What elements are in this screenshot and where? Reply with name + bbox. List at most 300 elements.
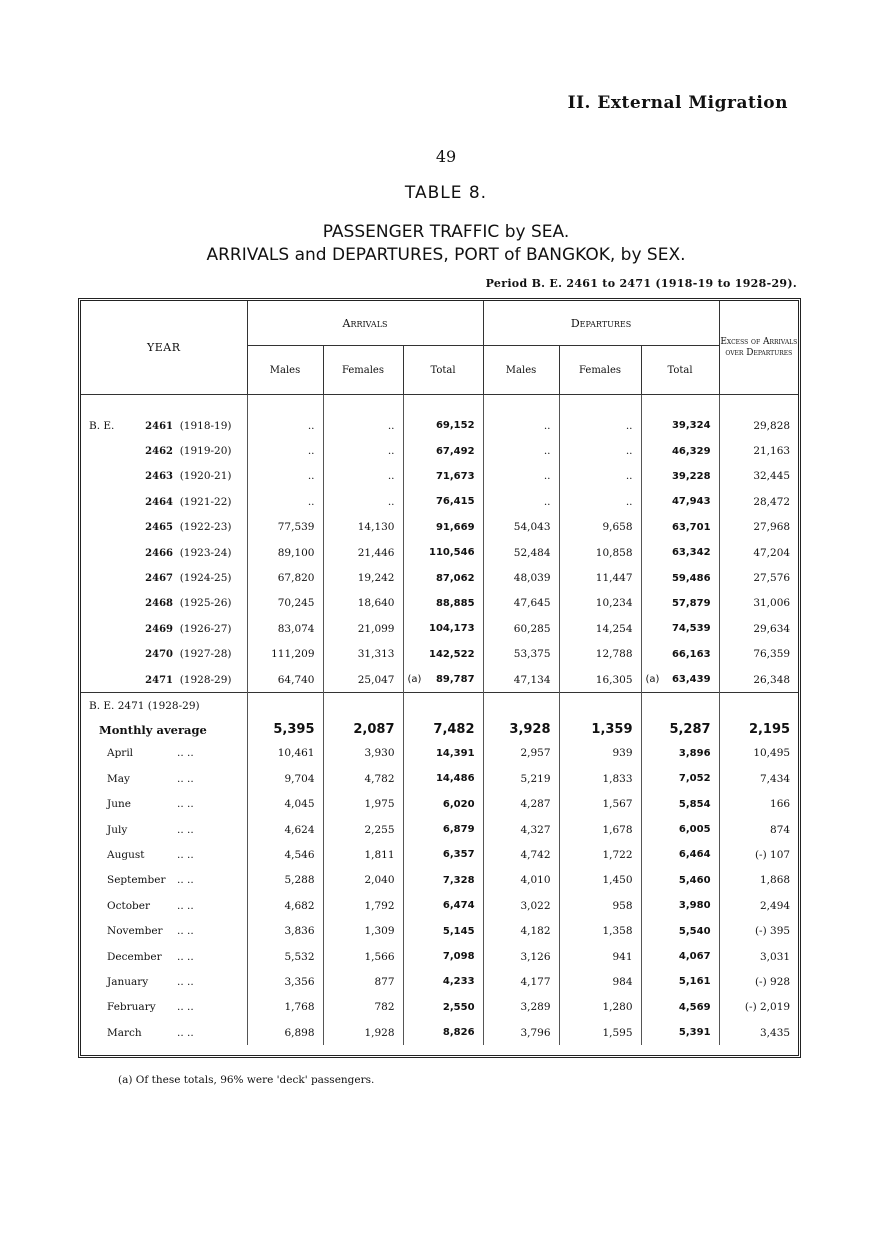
- departures-total: 5,854: [641, 791, 719, 816]
- table-row: [81, 842, 798, 867]
- departures-males: ..: [483, 438, 559, 463]
- departures-females: 1,280: [559, 995, 641, 1020]
- departures-males: 60,285: [483, 616, 559, 641]
- table-row: [81, 791, 798, 816]
- excess: 31,006: [719, 591, 798, 616]
- excess: 2,494: [719, 893, 798, 918]
- buddhist-era-year: 2464: [145, 496, 173, 508]
- arrivals-total-value: 76,415: [435, 496, 475, 508]
- arrivals-header: Arrivals: [247, 301, 483, 346]
- arrivals-females: 1,309: [323, 918, 403, 943]
- departures-total: [641, 565, 719, 590]
- arrivals-total: 14,486: [403, 766, 483, 791]
- departures-total: [641, 438, 719, 463]
- departures-females-header: Females: [559, 346, 641, 395]
- section-heading: II. External Migration: [567, 93, 788, 113]
- departures-total: [641, 540, 719, 565]
- arrivals-total: [403, 489, 483, 514]
- monthly-average-label: Monthly average: [99, 722, 207, 737]
- arrivals-males-header: Males: [247, 346, 323, 395]
- avg-departures-total: 5,287: [641, 719, 719, 741]
- departures-total: 5,161: [641, 969, 719, 994]
- leader-dots: .. ..: [177, 874, 194, 887]
- month-name: October: [107, 899, 150, 912]
- departures-females: 14,254: [559, 616, 641, 641]
- departures-total: 6,005: [641, 817, 719, 842]
- arrivals-total-value: 91,669: [435, 521, 475, 533]
- table-row: [81, 817, 798, 842]
- arrivals-total: [403, 667, 483, 693]
- month-cell: [81, 969, 247, 994]
- departures-total: 3,980: [641, 893, 719, 918]
- arrivals-males: 6,898: [247, 1020, 323, 1045]
- departures-total-value: 66,163: [671, 648, 711, 660]
- arrivals-females: 1,792: [323, 893, 403, 918]
- month-name: August: [107, 848, 145, 861]
- annual-rows: [81, 395, 798, 693]
- departures-total: [641, 642, 719, 667]
- departures-females: 1,450: [559, 868, 641, 893]
- excess: (-) 2,019: [719, 995, 798, 1020]
- arrivals-total-value: 88,885: [435, 597, 475, 609]
- christian-era-year: (1920-21): [179, 470, 232, 483]
- buddhist-era-year: 2466: [145, 547, 173, 559]
- month-cell: [81, 918, 247, 943]
- excess: (-) 395: [719, 918, 798, 943]
- table-row: [81, 944, 798, 969]
- arrivals-total: 7,328: [403, 868, 483, 893]
- departures-total-value: 39,324: [671, 420, 711, 432]
- departures-females: 16,305: [559, 667, 641, 693]
- departures-males: 47,134: [483, 667, 559, 693]
- departures-females: 10,858: [559, 540, 641, 565]
- arrivals-females: ..: [323, 489, 403, 514]
- departures-females: ..: [559, 464, 641, 489]
- excess: 47,204: [719, 540, 798, 565]
- excess: 29,634: [719, 616, 798, 641]
- month-name: April: [107, 747, 134, 760]
- departures-total-value: 63,701: [671, 521, 711, 533]
- arrivals-females: ..: [323, 413, 403, 438]
- month-cell: [81, 791, 247, 816]
- arrivals-females: 18,640: [323, 591, 403, 616]
- table-row: [81, 918, 798, 943]
- footnote: (a) Of these totals, 96% were 'deck' passengers.: [118, 1074, 375, 1086]
- arrivals-males: 4,546: [247, 842, 323, 867]
- departures-total: 5,540: [641, 918, 719, 943]
- arrivals-total: [403, 591, 483, 616]
- arrivals-males: 89,100: [247, 540, 323, 565]
- buddhist-era-year: 2468: [145, 598, 173, 610]
- departures-females: 1,833: [559, 766, 641, 791]
- arrivals-females-header: Females: [323, 346, 403, 395]
- table-row: [81, 489, 798, 514]
- arrivals-total: 5,145: [403, 918, 483, 943]
- table-title-line-2: ARRIVALS and DEPARTURES, PORT of BANGKOK, by SEX.: [206, 245, 686, 265]
- leader-dots: .. ..: [177, 950, 194, 963]
- departures-males: 4,182: [483, 918, 559, 943]
- arrivals-males: ..: [247, 489, 323, 514]
- arrivals-males: 64,740: [247, 667, 323, 693]
- departures-males: 3,126: [483, 944, 559, 969]
- month-name: November: [107, 925, 163, 938]
- excess: 166: [719, 791, 798, 816]
- departures-males: 3,796: [483, 1020, 559, 1045]
- departures-males: 4,010: [483, 868, 559, 893]
- arrivals-females: ..: [323, 438, 403, 463]
- table-row: [81, 565, 798, 590]
- arrivals-total: 6,879: [403, 817, 483, 842]
- buddhist-era-year: 2471: [145, 674, 173, 686]
- departures-total: 3,896: [641, 741, 719, 766]
- departures-total: [641, 591, 719, 616]
- table-row: [81, 413, 798, 438]
- arrivals-males: 70,245: [247, 591, 323, 616]
- data-table: [81, 301, 798, 1045]
- arrivals-females: 3,930: [323, 741, 403, 766]
- arrivals-females: 877: [323, 969, 403, 994]
- departures-males: 3,022: [483, 893, 559, 918]
- excess: 874: [719, 817, 798, 842]
- christian-era-year: (1919-20): [179, 445, 232, 458]
- leader-dots: .. ..: [177, 823, 194, 836]
- arrivals-total-value: 69,152: [435, 420, 475, 432]
- arrivals-males: 83,074: [247, 616, 323, 641]
- footnote-marker: (a): [407, 674, 422, 686]
- year-cell: [81, 464, 247, 489]
- arrivals-total-value: 110,546: [428, 547, 475, 559]
- christian-era-year: (1922-23): [179, 521, 232, 534]
- departures-females: 1,595: [559, 1020, 641, 1045]
- departures-males: 2,957: [483, 741, 559, 766]
- buddhist-era-year: 2465: [145, 522, 173, 534]
- month-cell: [81, 741, 247, 766]
- table-row: [81, 667, 798, 693]
- excess: 3,031: [719, 944, 798, 969]
- excess: 21,163: [719, 438, 798, 463]
- avg-arrivals-males: 5,395: [247, 719, 323, 741]
- arrivals-males: ..: [247, 413, 323, 438]
- excess: 27,576: [719, 565, 798, 590]
- avg-arrivals-females: 2,087: [323, 719, 403, 741]
- year-cell: [81, 413, 247, 438]
- departures-females: 10,234: [559, 591, 641, 616]
- departures-total: [641, 413, 719, 438]
- arrivals-total: [403, 540, 483, 565]
- departures-total: [641, 464, 719, 489]
- excess: (-) 928: [719, 969, 798, 994]
- leader-dots: .. ..: [177, 925, 194, 938]
- arrivals-females: 1,975: [323, 791, 403, 816]
- departures-total-value: 39,228: [671, 470, 711, 482]
- buddhist-era-year: 2470: [145, 649, 173, 661]
- arrivals-females: ..: [323, 464, 403, 489]
- monthly-average-row: [81, 719, 798, 741]
- year-cell: [81, 489, 247, 514]
- month-name: September: [107, 874, 166, 887]
- departures-females: 958: [559, 893, 641, 918]
- excess: 76,359: [719, 642, 798, 667]
- arrivals-total: [403, 565, 483, 590]
- arrivals-total: [403, 464, 483, 489]
- year-cell: [81, 438, 247, 463]
- departures-total-value: 46,329: [671, 445, 711, 457]
- departures-total: [641, 616, 719, 641]
- table-row: [81, 616, 798, 641]
- avg-departures-males: 3,928: [483, 719, 559, 741]
- leader-dots: .. ..: [177, 975, 194, 988]
- departures-females: 984: [559, 969, 641, 994]
- month-name: January: [107, 975, 149, 988]
- departures-females: 1,722: [559, 842, 641, 867]
- excess: 29,828: [719, 413, 798, 438]
- year-cell: [81, 591, 247, 616]
- departures-males: 4,327: [483, 817, 559, 842]
- arrivals-total-header: Total: [403, 346, 483, 395]
- arrivals-total: [403, 413, 483, 438]
- arrivals-total: 6,474: [403, 893, 483, 918]
- arrivals-total-value: 104,173: [428, 623, 475, 635]
- arrivals-total: 8,826: [403, 1020, 483, 1045]
- year-cell: [81, 642, 247, 667]
- arrivals-total-value: 87,062: [435, 572, 475, 584]
- arrivals-total-value: 142,522: [428, 648, 475, 660]
- arrivals-males: 4,682: [247, 893, 323, 918]
- departures-females: 941: [559, 944, 641, 969]
- excess-header: Excess of Arrivals over Departures: [719, 301, 798, 395]
- arrivals-total: [403, 642, 483, 667]
- departures-total: 5,391: [641, 1020, 719, 1045]
- arrivals-total: [403, 515, 483, 540]
- arrivals-males: 77,539: [247, 515, 323, 540]
- departures-total-value: 59,486: [671, 572, 711, 584]
- monthly-section-header: B. E. 2471 (1928-29): [81, 693, 247, 719]
- month-name: February: [107, 1001, 156, 1014]
- arrivals-total: 7,098: [403, 944, 483, 969]
- departures-females: 12,788: [559, 642, 641, 667]
- leader-dots: .. ..: [177, 899, 194, 912]
- arrivals-males: 67,820: [247, 565, 323, 590]
- departures-total: 6,464: [641, 842, 719, 867]
- table-row: [81, 893, 798, 918]
- year-cell: [81, 667, 247, 693]
- table-number: TABLE 8.: [404, 183, 488, 203]
- christian-era-year: (1921-22): [179, 495, 232, 508]
- arrivals-females: 19,242: [323, 565, 403, 590]
- page-number: 49: [435, 147, 457, 166]
- leader-dots: .. ..: [177, 1026, 194, 1039]
- departures-total: 5,460: [641, 868, 719, 893]
- departures-males: 4,177: [483, 969, 559, 994]
- excess: 28,472: [719, 489, 798, 514]
- departures-males: 47,645: [483, 591, 559, 616]
- month-cell: [81, 868, 247, 893]
- departures-males: 48,039: [483, 565, 559, 590]
- departures-males: 5,219: [483, 766, 559, 791]
- departures-females: 1,567: [559, 791, 641, 816]
- excess: (-) 107: [719, 842, 798, 867]
- arrivals-females: 21,099: [323, 616, 403, 641]
- table-row: [81, 540, 798, 565]
- arrivals-females: 1,928: [323, 1020, 403, 1045]
- year-cell: [81, 540, 247, 565]
- table-row: [81, 995, 798, 1020]
- arrivals-females: 2,040: [323, 868, 403, 893]
- table-row: [81, 766, 798, 791]
- departures-total-header: Total: [641, 346, 719, 395]
- departures-females: ..: [559, 413, 641, 438]
- arrivals-total-value: 67,492: [435, 445, 475, 457]
- departures-males: ..: [483, 489, 559, 514]
- arrivals-total-value: 89,787: [435, 674, 475, 686]
- arrivals-males: 3,356: [247, 969, 323, 994]
- buddhist-era-year: 2469: [145, 623, 173, 635]
- arrivals-males: ..: [247, 438, 323, 463]
- avg-arrivals-total: 7,482: [403, 719, 483, 741]
- arrivals-males: 1,768: [247, 995, 323, 1020]
- departures-total: 4,569: [641, 995, 719, 1020]
- year-prefix: B. E.: [89, 419, 115, 432]
- month-name: June: [107, 798, 131, 811]
- excess: 26,348: [719, 667, 798, 693]
- arrivals-males: 111,209: [247, 642, 323, 667]
- christian-era-year: (1926-27): [179, 622, 232, 635]
- avg-excess: 2,195: [719, 719, 798, 741]
- christian-era-year: (1928-29): [179, 673, 232, 686]
- month-cell: [81, 893, 247, 918]
- leader-dots: .. ..: [177, 747, 194, 760]
- christian-era-year: (1923-24): [179, 546, 232, 559]
- excess: 10,495: [719, 741, 798, 766]
- arrivals-total: 6,357: [403, 842, 483, 867]
- month-cell: [81, 1020, 247, 1045]
- departures-females: 1,678: [559, 817, 641, 842]
- christian-era-year: (1924-25): [179, 572, 232, 585]
- year-cell: [81, 616, 247, 641]
- excess: 32,445: [719, 464, 798, 489]
- arrivals-females: 25,047: [323, 667, 403, 693]
- leader-dots: .. ..: [177, 772, 194, 785]
- departures-total-value: 47,943: [671, 496, 711, 508]
- passenger-traffic-table: [78, 298, 801, 1058]
- table-row: [81, 1020, 798, 1045]
- arrivals-total: 6,020: [403, 791, 483, 816]
- period-note: Period B. E. 2461 to 2471 (1918-19 to 1928-29).: [485, 277, 797, 290]
- christian-era-year: (1927-28): [179, 648, 232, 661]
- arrivals-total: 2,550: [403, 995, 483, 1020]
- departures-males: 53,375: [483, 642, 559, 667]
- departures-total: [641, 489, 719, 514]
- excess: 27,968: [719, 515, 798, 540]
- arrivals-females: 14,130: [323, 515, 403, 540]
- departures-females: 11,447: [559, 565, 641, 590]
- departures-males: 4,742: [483, 842, 559, 867]
- buddhist-era-year: 2461: [145, 420, 173, 432]
- arrivals-males: 5,288: [247, 868, 323, 893]
- arrivals-total: [403, 438, 483, 463]
- month-cell: [81, 995, 247, 1020]
- leader-dots: .. ..: [177, 1001, 194, 1014]
- arrivals-total: 14,391: [403, 741, 483, 766]
- buddhist-era-year: 2463: [145, 471, 173, 483]
- excess: 7,434: [719, 766, 798, 791]
- leader-dots: .. ..: [177, 848, 194, 861]
- arrivals-females: 1,811: [323, 842, 403, 867]
- table-row: [81, 438, 798, 463]
- arrivals-females: 21,446: [323, 540, 403, 565]
- table-row: [81, 591, 798, 616]
- departures-males: ..: [483, 413, 559, 438]
- buddhist-era-year: 2462: [145, 446, 173, 458]
- table-row: [81, 464, 798, 489]
- departures-header: Departures: [483, 301, 719, 346]
- departures-females: ..: [559, 438, 641, 463]
- arrivals-females: 782: [323, 995, 403, 1020]
- month-name: March: [107, 1026, 142, 1039]
- departures-females: 939: [559, 741, 641, 766]
- month-cell: [81, 842, 247, 867]
- departures-females: 9,658: [559, 515, 641, 540]
- departures-males: 3,289: [483, 995, 559, 1020]
- table-row: [81, 741, 798, 766]
- departures-total: [641, 515, 719, 540]
- arrivals-females: 31,313: [323, 642, 403, 667]
- table-title-line-1: PASSENGER TRAFFIC by SEA.: [322, 222, 570, 242]
- arrivals-males: 10,461: [247, 741, 323, 766]
- leader-dots: .. ..: [177, 798, 194, 811]
- month-name: May: [107, 772, 130, 785]
- departures-total-value: 74,539: [671, 623, 711, 635]
- departures-females: 1,358: [559, 918, 641, 943]
- departures-total-value: 63,342: [671, 547, 711, 559]
- departures-males: 4,287: [483, 791, 559, 816]
- departures-males: 54,043: [483, 515, 559, 540]
- year-cell: [81, 515, 247, 540]
- arrivals-males: 4,045: [247, 791, 323, 816]
- departures-males: ..: [483, 464, 559, 489]
- table-row: [81, 969, 798, 994]
- table-row: [81, 868, 798, 893]
- christian-era-year: (1918-19): [179, 419, 232, 432]
- avg-departures-females: 1,359: [559, 719, 641, 741]
- arrivals-females: 1,566: [323, 944, 403, 969]
- excess: 3,435: [719, 1020, 798, 1045]
- arrivals-total-value: 71,673: [435, 470, 475, 482]
- arrivals-males: 4,624: [247, 817, 323, 842]
- departures-total: [641, 667, 719, 693]
- departures-total: 7,052: [641, 766, 719, 791]
- buddhist-era-year: 2467: [145, 573, 173, 585]
- arrivals-males: 9,704: [247, 766, 323, 791]
- monthly-rows: [81, 693, 798, 1046]
- arrivals-females: 2,255: [323, 817, 403, 842]
- departures-total-value: 63,439: [671, 674, 711, 686]
- arrivals-males: ..: [247, 464, 323, 489]
- departures-males-header: Males: [483, 346, 559, 395]
- month-cell: [81, 766, 247, 791]
- departures-total: 4,067: [641, 944, 719, 969]
- departures-total-value: 57,879: [671, 597, 711, 609]
- year-cell: [81, 565, 247, 590]
- arrivals-total: 4,233: [403, 969, 483, 994]
- christian-era-year: (1925-26): [179, 597, 232, 610]
- departures-females: ..: [559, 489, 641, 514]
- arrivals-males: 5,532: [247, 944, 323, 969]
- month-cell: [81, 817, 247, 842]
- excess: 1,868: [719, 868, 798, 893]
- footnote-marker: (a): [645, 674, 660, 686]
- table-row: [81, 642, 798, 667]
